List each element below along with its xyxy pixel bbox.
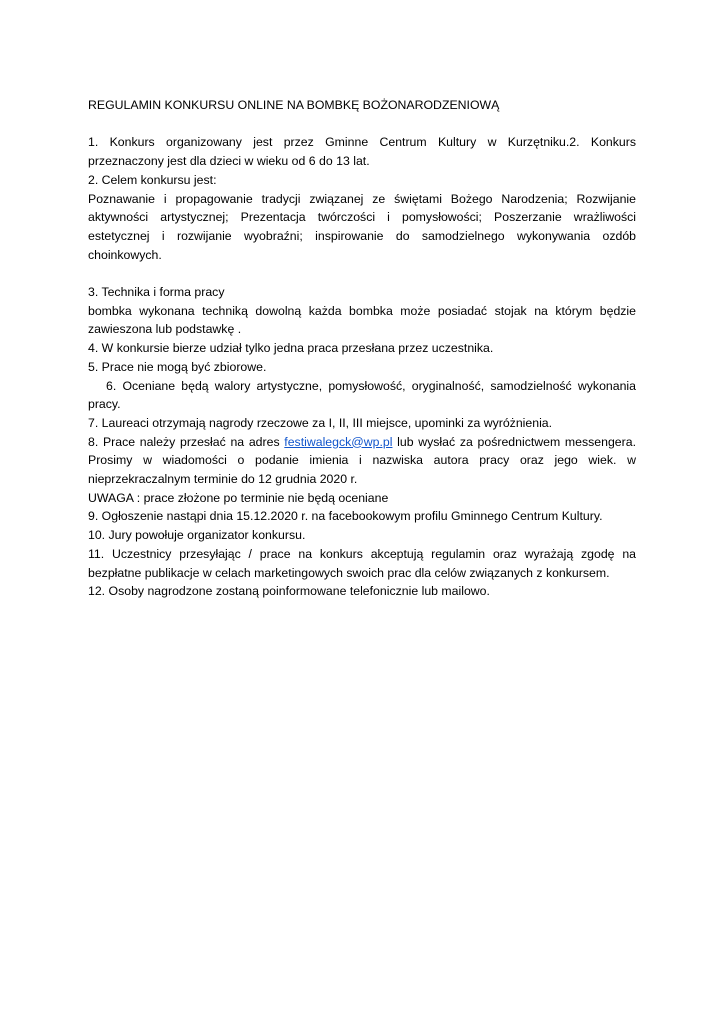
rule-8 [88,433,636,489]
rule-3-technique: bombka wykonana techniką dowolną każda bombka może posiadać stojak na którym będzie zawieszona lub podstawkę . [88,303,636,337]
rule-7: 7. Laureaci otrzymają nagrody rzeczowe za I, II, III miejsce, upominki za wyróżnienia. [88,415,553,430]
document-body [88,96,636,601]
rule-11: 11. Uczestnicy przesyłając / prace na konkurs akceptują regulamin oraz wyrażają zgodę na bezpłatne publikacje w celach marketingowych swoich prac dla celów związanych z konkursem. [88,546,636,580]
document-title: REGULAMIN KONKURSU ONLINE NA BOMBKĘ BOŻONARODZENIOWĄ [88,98,500,112]
rule-9: 9. Ogłoszenie nastąpi dnia 15.12.2020 r. na facebookowym profilu Gminnego Centrum Kultury. [88,509,603,524]
rule-1: 1. Konkurs organizowany jest przez Gminne Centrum Kultury w Kurzętniku.2. Konkurs przeznaczony jest dla dzieci w wieku od 6 do 13 lat. [88,135,636,169]
rule-10: 10. Jury powołuje organizator konkursu. [88,528,306,543]
rule-12: 12. Osoby nagrodzone zostaną poinformowane telefonicznie lub mailowo. [88,584,490,599]
rule-2-heading: 2. Celem konkursu jest: [88,172,217,187]
rule-2-goals: Poznawanie i propagowanie tradycji związanej ze świętami Bożego Narodzenia; Rozwijanie aktywności artystycznej; Prezentacja twórczości i pomysłowości; Poszerzanie wrażliwości estetycznej i rozwijanie wyobraźni; inspirowanie do samodzielnego wykonywania ozdób choinkowych. [88,191,636,262]
warning-note: UWAGA : prace złożone po terminie nie będą oceniane [88,490,389,505]
rule-6: 6. Oceniane będą walory artystyczne, pomysłowość, oryginalność, samodzielność wykonania pracy. [88,378,636,412]
rule-8-text-before: 8. Prace należy przesłać na adres [88,434,285,449]
rule-4: 4. W konkursie bierze udział tylko jedna praca przesłana przez uczestnika. [88,341,494,356]
rule-5: 5. Prace nie mogą być zbiorowe. [88,359,267,374]
email-link[interactable]: festiwalegck@wp.pl [284,434,393,449]
rule-8-text-after: lub wysłać za pośrednictwem messengera. Prosimy w wiadomości o podanie imienia i nazwiska autora pracy oraz jego wiek. w nieprzekraczalnym terminie do 12 grudnia 2020 r. [88,434,636,487]
rule-3-heading: 3. Technika i forma pracy [88,285,225,299]
spacer [88,264,636,283]
